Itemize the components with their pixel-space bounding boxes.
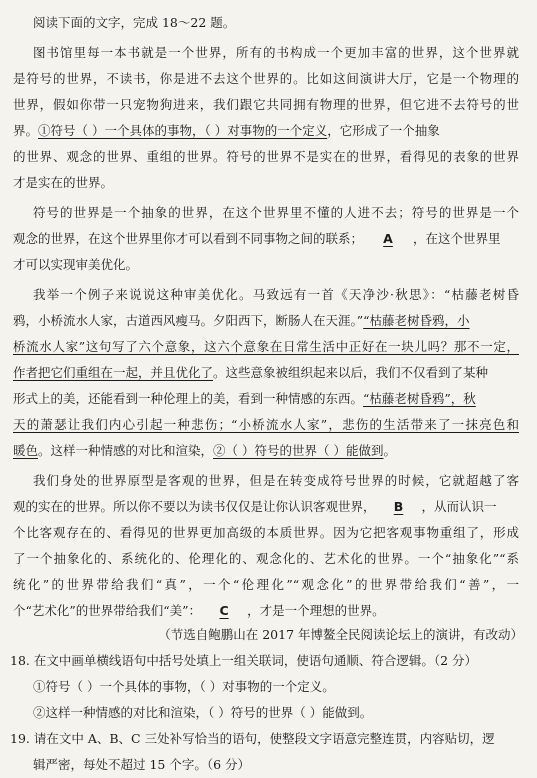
p4-line-1: 我们身处的世界原型是客观的世界，但是在转变成符号世界的时候，它就超越了客	[33, 473, 519, 488]
p1-line-4-post: ，它形成了一个抽象	[327, 123, 440, 138]
q18-number: 18.	[10, 653, 30, 668]
p4-line-4: 了一个抽象化的、系统化的、伦理化的、观念化的、艺术化的世界。一个“抽象化”“系	[13, 551, 519, 566]
q19-text-line-2: 辑严密，每处不超过 15 个字。（6 分）	[33, 757, 251, 772]
q18-item-2: ②这样一种情感的对比和渲染，（ ）符号的世界（ ）能做到。	[33, 705, 373, 720]
question-19	[10, 731, 519, 747]
p4-line-2	[13, 499, 519, 515]
p3-line-4-post: 。这些意象被组织起来以后，我们不仅看到了某种	[213, 365, 489, 380]
p2-line-1: 符号的世界是一个抽象的世界，在这个世界里不懂的人进不去；符号的世界是一个	[33, 205, 519, 220]
p3-line-6: 天的萧瑟让我们内心引起一种悲伤；“小桥流水人家”，悲伤的生活带来了一抹亮色和	[13, 417, 519, 432]
p4-line-3: 个比客观存在的、看得见的世界更加高级的本质世界。因为它把客观事物重组了，形成	[13, 525, 519, 540]
p3-line-4	[13, 365, 519, 381]
p4-line-6-post: ，才是一个理想的世界。	[247, 603, 385, 618]
blank-b: B	[393, 499, 404, 514]
p1-line-1: 图书馆里每一本书就是一个世界，所有的书构成一个更加丰富的世界，这个世界就	[33, 45, 519, 60]
p2-line-2-pre: 观念的世界，在这个世界里你才可以看到不同事物之间的联系；	[13, 231, 364, 246]
underlined-sentence-1: ①符号（ ）一个具体的事物，（ ）对事物的一个定义	[38, 123, 328, 138]
underlined-quote-1: “枯藤老树昏鸦，小	[363, 313, 470, 328]
p2-line-3: 才可以实现审美优化。	[13, 257, 139, 272]
source-note: （节选自鲍鹏山在 2017 年博鳌全民阅读论坛上的演讲，有改动）	[158, 627, 523, 642]
p1-line-6: 才是实在的世界。	[13, 175, 114, 190]
blank-c: C	[219, 603, 229, 618]
p3-line-7-underlined: 暖色	[13, 443, 39, 458]
p3-line-5-pre: 形式上的美，还能看到一种伦理上的美，看到一种情感的东西。	[13, 391, 364, 406]
p4-line-2-post: ，从而认识一	[421, 499, 497, 514]
question-18	[10, 653, 519, 669]
p3-line-7	[13, 443, 519, 459]
p3-line-7-mid: 。这样一种情感的对比和渲染，	[38, 443, 214, 458]
p3-line-1: 我举一个例子来说说这种审美优化。马致远有一首《天净沙·秋思》：“枯藤老树昏	[33, 287, 519, 302]
underlined-quote-2: “枯藤老树昏鸦”，秋	[363, 391, 476, 406]
q18-text: 在文中画单横线语句中括号处填上一组关联词，使语句通顺、符合逻辑。（2 分）	[33, 653, 478, 668]
p3-line-2	[13, 313, 519, 329]
p3-line-3: 桥流水人家”这句写了六个意象，这六个意象在日常生活中正好在一块儿吗？那不一定，	[13, 339, 519, 354]
underlined-sentence-2: ②（ ）符号的世界（ ）能做到	[213, 443, 384, 458]
p4-line-5: 统化”的世界带给我们“真”，一个“伦理化”“观念化”的世界带给我们“善”，一	[13, 577, 519, 592]
p1-line-5: 的世界、观念的世界、重组的世界。符号的世界不是实在的世界，看得见的表象的世界	[13, 149, 519, 164]
p1-line-4	[13, 123, 519, 139]
p3-line-2-pre: 鸦，小桥流水人家，古道西风瘦马。夕阳西下，断肠人在天涯。”	[13, 313, 364, 328]
p1-line-4-pre: 界。	[13, 123, 39, 138]
q18-item-1: ①符号（ ）一个具体的事物，（ ）对事物的一个定义。	[33, 679, 335, 694]
p4-line-2-pre: 观的实在的世界。所以你不要以为读书仅仅是让你认识客观世界，	[13, 499, 376, 514]
p1-line-3: 世界，假如你带一只宠物狗进来，我们跟它共同拥有物理的世界，但它进不去符号的世	[13, 97, 519, 112]
p3-line-4-underlined: 作者把它们重组在一起，并且优化了	[13, 365, 214, 380]
p4-line-6-pre: 个“艺术化”的世界带给我们“美”：	[13, 603, 202, 618]
p2-line-2-post: ，在这个世界里	[413, 231, 501, 246]
p3-line-5	[13, 391, 519, 407]
reading-instruction: 阅读下面的文字，完成 18～22 题。	[33, 15, 236, 30]
p3-line-7-end: 。	[383, 443, 396, 458]
p2-line-2	[13, 231, 519, 247]
p4-line-6	[13, 603, 519, 619]
q19-text: 请在文中 A、B、C 三处补写恰当的语句，使整段文字语意完整连贯，内容贴切，逻	[33, 731, 495, 746]
p1-line-2: 是符号的世界，不读书，你是进不去这个世界的。比如这间演讲大厅，它是一个物理的	[13, 71, 519, 86]
blank-a: A	[383, 231, 393, 246]
q19-number: 19.	[10, 731, 30, 746]
